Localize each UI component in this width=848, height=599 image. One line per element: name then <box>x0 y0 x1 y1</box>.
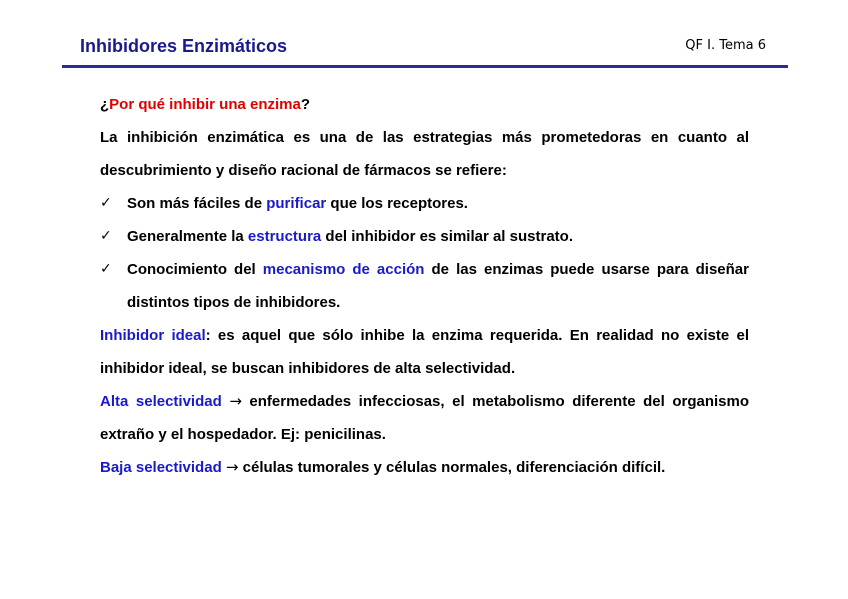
bullet-highlight: mecanismo de acción <box>262 261 425 278</box>
bullet-post: de las enzimas puede usarse para diseñar distintos tipos de inhibidores. <box>127 261 749 311</box>
course-tag: QF I. Tema 6 <box>685 38 766 53</box>
page-title: Inhibidores Enzimáticos <box>80 36 288 56</box>
question-line <box>100 88 749 121</box>
ideal-term: Inhibidor ideal <box>100 327 206 344</box>
bullet-pre: Conocimiento del <box>127 261 263 278</box>
question-text: Por qué inhibir una enzima <box>109 96 301 113</box>
ideal-paragraph <box>100 319 749 385</box>
alta-text: enfermedades infecciosas, el metabolismo diferente del organismo extraño y el hospedador. Ej: penicilinas. <box>100 393 749 443</box>
alta-term: Alta selectividad <box>100 393 222 410</box>
bullet-highlight: purificar <box>266 195 327 212</box>
bullet-item-2 <box>100 220 749 253</box>
bullet-highlight: estructura <box>247 228 322 245</box>
intro-paragraph: La inhibición enzimática es una de las estrategias más prometedoras en cuanto al descubrimiento y diseño racional de fármacos se refiere: <box>100 129 749 179</box>
bullet-item-1 <box>100 187 749 220</box>
slide-body <box>100 88 749 484</box>
check-icon: ✓ <box>100 228 112 244</box>
question-close: ? <box>300 96 311 113</box>
bullet-post: que los receptores. <box>326 195 468 212</box>
ideal-text: : es aquel que sólo inhibe la enzima requerida. En realidad no existe el inhibidor ideal, se buscan inhibidores de alta selectividad. <box>100 327 749 377</box>
check-icon: ✓ <box>100 261 112 277</box>
bullet-post: del inhibidor es similar al sustrato. <box>321 228 573 245</box>
question-open: ¿ <box>100 96 110 113</box>
baja-text: células tumorales y células normales, diferenciación difícil. <box>238 459 666 476</box>
baja-paragraph <box>100 451 749 484</box>
baja-term: Baja selectividad <box>100 459 222 476</box>
arrow-right-icon: → <box>225 458 239 476</box>
check-icon: ✓ <box>100 195 112 211</box>
alta-paragraph <box>100 385 749 451</box>
arrow-right-icon: → <box>229 392 242 410</box>
header-divider <box>62 65 788 68</box>
bullet-pre: Generalmente la <box>127 228 248 245</box>
bullet-pre: Son más fáciles de <box>127 195 267 212</box>
bullet-item-3 <box>100 253 749 319</box>
